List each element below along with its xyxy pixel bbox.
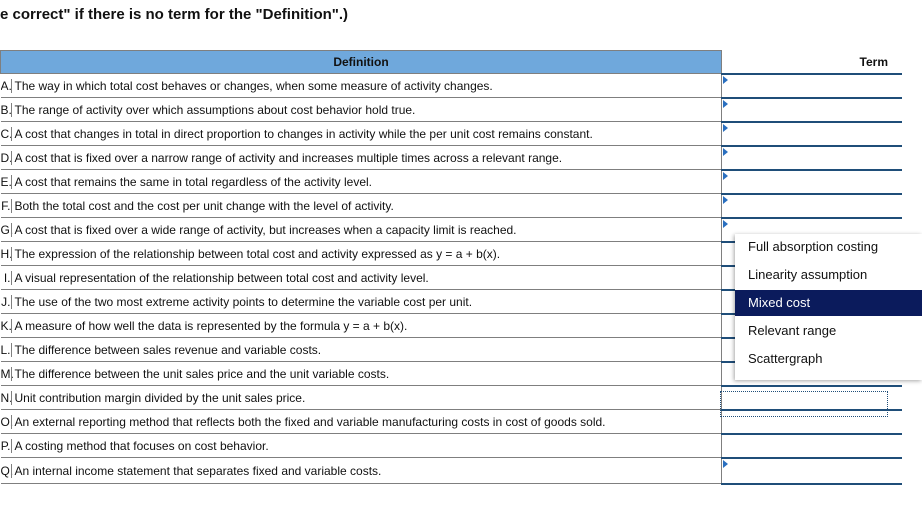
table-row	[1, 194, 903, 218]
option-relevant-range[interactable]: Relevant range	[748, 323, 837, 338]
definition-text: A measure of how well the data is represented by the formula y = a + b(x).	[11, 319, 408, 333]
term-select-cell[interactable]	[722, 98, 903, 122]
definition-text: Both the total cost and the cost per unit change with the level of activity.	[11, 199, 394, 213]
row-letter: P.	[0, 438, 11, 453]
table-row	[1, 146, 903, 170]
dropdown-caret-icon[interactable]	[723, 124, 728, 132]
dropdown-caret-icon[interactable]	[723, 220, 728, 228]
definition-text: An external reporting method that reflects both the fixed and variable manufacturing costs in cost of goods sold.	[11, 415, 606, 429]
term-select-cell[interactable]	[722, 74, 903, 98]
row-letter: D.	[0, 150, 13, 165]
table-row	[1, 434, 903, 458]
option-mixed-cost[interactable]: Mixed cost	[735, 290, 922, 316]
definition-cell	[1, 242, 722, 266]
definition-cell	[1, 218, 722, 242]
option-linearity-assumption[interactable]: Linearity assumption	[748, 267, 868, 282]
row-letter: O.	[0, 414, 14, 429]
row-letter: E.	[0, 174, 12, 189]
dropdown-caret-icon[interactable]	[723, 76, 728, 84]
row-letter: A.	[0, 78, 12, 93]
definition-cell	[1, 170, 722, 194]
definition-cell	[1, 434, 722, 458]
definition-cell	[1, 74, 722, 98]
definition-cell	[1, 266, 722, 290]
definition-cell	[1, 338, 722, 362]
definition-text: The difference between sales revenue and variable costs.	[11, 343, 322, 357]
option-scattergraph[interactable]: Scattergraph	[748, 351, 823, 366]
dropdown-caret-icon[interactable]	[723, 172, 728, 180]
definition-cell	[1, 122, 722, 146]
term-select-cell[interactable]	[722, 170, 903, 194]
term-select-cell[interactable]	[722, 122, 903, 146]
table-row	[1, 98, 903, 122]
term-select-cell[interactable]	[722, 194, 903, 218]
definition-text: A visual representation of the relationship between total cost and activity level.	[11, 271, 429, 285]
instructions-text: e correct" if there is no term for the "Definition".)	[0, 6, 349, 23]
row-letter: L.	[0, 342, 11, 357]
table-row	[1, 170, 903, 194]
row-letter: F.	[1, 198, 11, 213]
definition-text: The use of the two most extreme activity points to determine the variable cost per unit.	[11, 295, 473, 309]
definition-text: An internal income statement that separates fixed and variable costs.	[11, 464, 382, 478]
definition-header: Definition	[1, 51, 722, 74]
dropdown-caret-icon[interactable]	[723, 196, 728, 204]
definition-text: The range of activity over which assumptions about cost behavior hold true.	[11, 103, 416, 117]
definition-text: Unit contribution margin divided by the unit sales price.	[11, 391, 306, 405]
dropdown-caret-icon[interactable]	[723, 148, 728, 156]
definition-text: The expression of the relationship between total cost and activity expressed as y = a + b(x).	[11, 247, 501, 261]
term-dropdown-list[interactable]	[735, 234, 922, 380]
row-letter: M.	[0, 366, 14, 381]
definition-text: A cost that is fixed over a wide range of activity, but increases when a capacity limit is reached.	[11, 223, 517, 237]
term-select-cell[interactable]	[722, 146, 903, 170]
option-full-absorption-costing[interactable]: Full absorption costing	[748, 239, 879, 254]
definition-cell	[1, 458, 722, 484]
definition-cell	[1, 194, 722, 218]
definition-cell	[1, 290, 722, 314]
definition-text: A cost that changes in total in direct proportion to changes in activity while the per unit cost remains constant.	[11, 127, 593, 141]
dropdown-caret-icon[interactable]	[723, 100, 728, 108]
definition-cell	[1, 386, 722, 410]
row-letter: N.	[0, 390, 13, 405]
definition-cell	[1, 362, 722, 386]
table-row	[1, 122, 903, 146]
table-row	[1, 74, 903, 98]
definition-cell	[1, 314, 722, 338]
definition-text: A costing method that focuses on cost behavior.	[11, 439, 269, 453]
definition-cell	[1, 146, 722, 170]
row-letter: K.	[0, 318, 12, 333]
definition-cell	[1, 98, 722, 122]
definition-text: The difference between the unit sales price and the unit variable costs.	[11, 367, 390, 381]
row-letter: I.	[3, 270, 11, 285]
row-letter: Q.	[0, 463, 14, 478]
table-row	[1, 458, 903, 484]
row-letter: H.	[0, 246, 13, 261]
row-letter: B.	[0, 102, 12, 117]
row-letter: J.	[1, 294, 11, 309]
row-letter: G.	[0, 222, 14, 237]
definition-text: The way in which total cost behaves or changes, when some measure of activity changes.	[11, 79, 493, 93]
term-select-cell[interactable]	[722, 458, 903, 484]
definition-text: A cost that remains the same in total regardless of the activity level.	[11, 175, 373, 189]
dropdown-caret-icon[interactable]	[723, 460, 728, 468]
row-letter: C.	[0, 126, 13, 141]
term-header: Term	[722, 51, 903, 74]
definition-cell	[1, 410, 722, 434]
definition-text: A cost that is fixed over a narrow range of activity and increases multiple times across a relevant range.	[11, 151, 563, 165]
focused-term-cell[interactable]	[720, 391, 888, 417]
term-select-cell[interactable]	[722, 434, 903, 458]
